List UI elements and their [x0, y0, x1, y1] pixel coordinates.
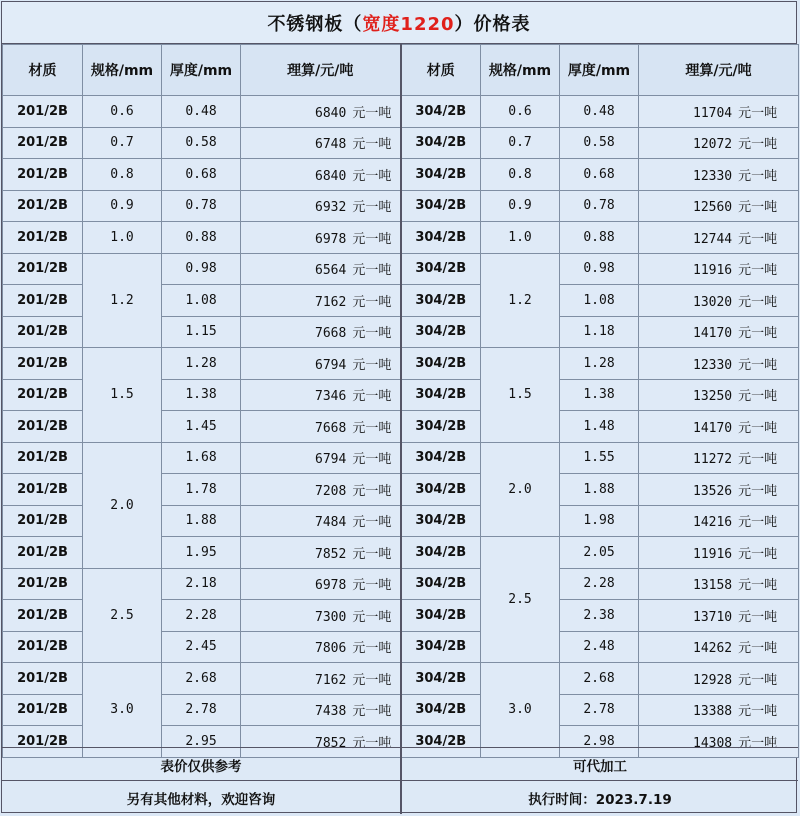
right-material-cell: 304/2B	[401, 505, 481, 537]
price-value: 13388	[693, 704, 733, 720]
left-thickness-cell: 1.15	[162, 316, 241, 348]
left-material-cell: 201/2B	[3, 505, 83, 537]
left-price-cell	[241, 127, 401, 159]
right-price-cell	[639, 96, 799, 128]
left-price-cell	[241, 316, 401, 348]
table-row	[3, 253, 799, 285]
price-unit: 元一吨	[352, 389, 392, 405]
left-material-cell: 201/2B	[3, 127, 83, 159]
price-unit: 元一吨	[738, 263, 778, 279]
price-value: 14170	[693, 420, 733, 436]
right-thickness-cell: 0.88	[560, 222, 639, 254]
left-thickness-cell: 2.78	[162, 694, 241, 726]
header-material-right: 材质	[401, 45, 481, 96]
right-material-cell: 304/2B	[401, 316, 481, 348]
price-value: 6840	[315, 105, 347, 121]
price-unit: 元一吨	[352, 420, 392, 436]
price-unit: 元一吨	[738, 389, 778, 405]
left-material-cell: 201/2B	[3, 663, 83, 695]
right-price-cell	[639, 127, 799, 159]
price-unit: 元一吨	[738, 420, 778, 436]
left-price-cell	[241, 253, 401, 285]
right-thickness-cell: 1.48	[560, 411, 639, 443]
right-spec-cell: 0.8	[481, 159, 560, 191]
left-material-cell: 201/2B	[3, 159, 83, 191]
price-value: 12330	[693, 357, 733, 373]
page-title	[2, 2, 796, 44]
right-spec-cell: 3.0	[481, 663, 560, 758]
right-material-cell: 304/2B	[401, 568, 481, 600]
right-price-cell	[639, 348, 799, 380]
price-value: 11704	[693, 105, 733, 121]
left-thickness-cell: 2.95	[162, 726, 241, 758]
price-unit: 元一吨	[738, 326, 778, 342]
right-thickness-cell: 1.98	[560, 505, 639, 537]
price-unit: 元一吨	[352, 357, 392, 373]
left-thickness-cell: 1.88	[162, 505, 241, 537]
price-value: 7852	[315, 546, 347, 562]
price-value: 6794	[315, 452, 347, 468]
price-value: 14308	[693, 735, 733, 751]
left-material-cell: 201/2B	[3, 537, 83, 569]
right-price-cell	[639, 537, 799, 569]
price-unit: 元一吨	[352, 452, 392, 468]
price-unit: 元一吨	[352, 168, 392, 184]
price-table	[2, 44, 799, 758]
header-thickness-right: 厚度/mm	[560, 45, 639, 96]
right-thickness-cell: 1.28	[560, 348, 639, 380]
price-value: 13020	[693, 294, 733, 310]
left-price-cell	[241, 442, 401, 474]
left-spec-cell: 1.0	[83, 222, 162, 254]
left-thickness-cell: 2.68	[162, 663, 241, 695]
left-price-cell	[241, 285, 401, 317]
right-price-cell	[639, 505, 799, 537]
right-material-cell: 304/2B	[401, 127, 481, 159]
price-unit: 元一吨	[352, 137, 392, 153]
price-value: 7668	[315, 326, 347, 342]
title-suffix: ）价格表	[454, 13, 531, 35]
right-material-cell: 304/2B	[401, 663, 481, 695]
right-material-cell: 304/2B	[401, 442, 481, 474]
table-row	[3, 663, 799, 695]
left-spec-cell: 0.9	[83, 190, 162, 222]
price-value: 7668	[315, 420, 347, 436]
table-row	[3, 222, 799, 254]
right-price-cell	[639, 222, 799, 254]
right-material-cell: 304/2B	[401, 379, 481, 411]
left-price-cell	[241, 537, 401, 569]
price-value: 11916	[693, 263, 733, 279]
right-spec-cell: 1.5	[481, 348, 560, 443]
price-value: 12560	[693, 200, 733, 216]
price-value: 12744	[693, 231, 733, 247]
left-thickness-cell: 1.08	[162, 285, 241, 317]
right-thickness-cell: 0.58	[560, 127, 639, 159]
left-price-cell	[241, 348, 401, 380]
header-thickness: 厚度/mm	[162, 45, 241, 96]
price-unit: 元一吨	[352, 263, 392, 279]
left-material-cell: 201/2B	[3, 190, 83, 222]
price-value: 11272	[693, 452, 733, 468]
price-value: 13710	[693, 609, 733, 625]
price-unit: 元一吨	[738, 294, 778, 310]
price-unit: 元一吨	[738, 200, 778, 216]
left-spec-cell: 1.5	[83, 348, 162, 443]
left-price-cell	[241, 222, 401, 254]
left-price-cell	[241, 474, 401, 506]
header-row	[3, 45, 799, 96]
price-unit: 元一吨	[352, 483, 392, 499]
right-thickness-cell: 2.78	[560, 694, 639, 726]
price-unit: 元一吨	[738, 735, 778, 751]
price-value: 7162	[315, 294, 347, 310]
right-thickness-cell: 0.48	[560, 96, 639, 128]
left-material-cell: 201/2B	[3, 442, 83, 474]
right-spec-cell: 0.7	[481, 127, 560, 159]
right-material-cell: 304/2B	[401, 537, 481, 569]
price-value: 7806	[315, 641, 347, 657]
price-value: 12330	[693, 168, 733, 184]
left-thickness-cell: 0.58	[162, 127, 241, 159]
right-spec-cell: 0.6	[481, 96, 560, 128]
price-unit: 元一吨	[352, 105, 392, 121]
right-material-cell: 304/2B	[401, 694, 481, 726]
left-thickness-cell: 0.78	[162, 190, 241, 222]
right-thickness-cell: 2.48	[560, 631, 639, 663]
price-unit: 元一吨	[738, 168, 778, 184]
right-material-cell: 304/2B	[401, 726, 481, 758]
price-unit: 元一吨	[738, 231, 778, 247]
right-price-cell	[639, 442, 799, 474]
left-price-cell	[241, 505, 401, 537]
right-price-cell	[639, 631, 799, 663]
right-material-cell: 304/2B	[401, 190, 481, 222]
left-material-cell: 201/2B	[3, 316, 83, 348]
left-thickness-cell: 2.45	[162, 631, 241, 663]
left-material-cell: 201/2B	[3, 600, 83, 632]
footer-row-2	[2, 780, 798, 814]
left-material-cell: 201/2B	[3, 379, 83, 411]
right-thickness-cell: 2.05	[560, 537, 639, 569]
right-price-cell	[639, 379, 799, 411]
table-row	[3, 348, 799, 380]
left-thickness-cell: 1.28	[162, 348, 241, 380]
title-prefix: 不锈钢板（	[267, 13, 363, 35]
price-value: 7162	[315, 672, 347, 688]
right-thickness-cell: 0.68	[560, 159, 639, 191]
price-value: 14262	[693, 641, 733, 657]
right-price-cell	[639, 663, 799, 695]
right-spec-cell: 0.9	[481, 190, 560, 222]
footer-row-1	[2, 747, 798, 781]
price-value: 7300	[315, 609, 347, 625]
price-unit: 元一吨	[738, 546, 778, 562]
price-unit: 元一吨	[352, 515, 392, 531]
price-value: 11916	[693, 546, 733, 562]
right-material-cell: 304/2B	[401, 253, 481, 285]
price-value: 6794	[315, 357, 347, 373]
price-value: 6564	[315, 263, 347, 279]
table-row	[3, 442, 799, 474]
price-value: 13526	[693, 483, 733, 499]
left-thickness-cell: 0.88	[162, 222, 241, 254]
right-price-cell	[639, 474, 799, 506]
header-material: 材质	[3, 45, 83, 96]
left-material-cell: 201/2B	[3, 222, 83, 254]
price-value: 13250	[693, 389, 733, 405]
price-unit: 元一吨	[352, 546, 392, 562]
price-unit: 元一吨	[352, 609, 392, 625]
right-material-cell: 304/2B	[401, 631, 481, 663]
left-price-cell	[241, 190, 401, 222]
price-unit: 元一吨	[738, 105, 778, 121]
price-value: 13158	[693, 578, 733, 594]
price-value: 6978	[315, 231, 347, 247]
left-price-cell	[241, 411, 401, 443]
price-value: 14216	[693, 515, 733, 531]
price-unit: 元一吨	[352, 294, 392, 310]
right-thickness-cell: 0.78	[560, 190, 639, 222]
right-price-cell	[639, 316, 799, 348]
price-value: 6932	[315, 200, 347, 216]
price-value: 6840	[315, 168, 347, 184]
footer-note: 表价仅供参考	[160, 758, 242, 775]
left-material-cell: 201/2B	[3, 285, 83, 317]
table-row	[3, 159, 799, 191]
left-material-cell: 201/2B	[3, 474, 83, 506]
left-material-cell: 201/2B	[3, 568, 83, 600]
right-spec-cell: 1.0	[481, 222, 560, 254]
price-unit: 元一吨	[738, 137, 778, 153]
price-unit: 元一吨	[738, 452, 778, 468]
price-unit: 元一吨	[738, 357, 778, 373]
table-row	[3, 190, 799, 222]
right-spec-cell: 2.5	[481, 537, 560, 663]
price-value: 6748	[315, 137, 347, 153]
left-material-cell: 201/2B	[3, 96, 83, 128]
left-price-cell	[241, 663, 401, 695]
price-unit: 元一吨	[352, 200, 392, 216]
right-price-cell	[639, 159, 799, 191]
right-price-cell	[639, 411, 799, 443]
left-thickness-cell: 0.98	[162, 253, 241, 285]
right-thickness-cell: 2.68	[560, 663, 639, 695]
right-thickness-cell: 1.88	[560, 474, 639, 506]
left-thickness-cell: 1.95	[162, 537, 241, 569]
right-thickness-cell: 2.38	[560, 600, 639, 632]
price-value: 14170	[693, 326, 733, 342]
price-unit: 元一吨	[352, 735, 392, 751]
right-material-cell: 304/2B	[401, 159, 481, 191]
left-spec-cell: 0.6	[83, 96, 162, 128]
left-spec-cell: 2.5	[83, 568, 162, 663]
price-unit: 元一吨	[738, 483, 778, 499]
left-material-cell: 201/2B	[3, 726, 83, 758]
left-price-cell	[241, 631, 401, 663]
price-value: 7438	[315, 704, 347, 720]
left-spec-cell: 2.0	[83, 442, 162, 568]
left-material-cell: 201/2B	[3, 631, 83, 663]
price-unit: 元一吨	[352, 231, 392, 247]
price-unit: 元一吨	[738, 704, 778, 720]
right-material-cell: 304/2B	[401, 96, 481, 128]
price-unit: 元一吨	[352, 672, 392, 688]
left-material-cell: 201/2B	[3, 694, 83, 726]
left-thickness-cell: 1.38	[162, 379, 241, 411]
price-value: 12072	[693, 137, 733, 153]
table-row	[3, 127, 799, 159]
right-thickness-cell: 1.38	[560, 379, 639, 411]
right-thickness-cell: 0.98	[560, 253, 639, 285]
left-spec-cell: 0.7	[83, 127, 162, 159]
right-price-cell	[639, 694, 799, 726]
left-material-cell: 201/2B	[3, 348, 83, 380]
price-unit: 元一吨	[738, 609, 778, 625]
left-thickness-cell: 0.48	[162, 96, 241, 128]
price-value: 7346	[315, 389, 347, 405]
right-material-cell: 304/2B	[401, 285, 481, 317]
right-thickness-cell: 1.18	[560, 316, 639, 348]
left-thickness-cell: 1.68	[162, 442, 241, 474]
right-material-cell: 304/2B	[401, 222, 481, 254]
price-unit: 元一吨	[352, 704, 392, 720]
title-highlight: 宽度1220	[362, 13, 455, 35]
header-price-right: 理算/元/吨	[639, 45, 799, 96]
right-material-cell: 304/2B	[401, 348, 481, 380]
left-price-cell	[241, 96, 401, 128]
footer-contact: 另有其他材料，欢迎咨询	[126, 791, 276, 808]
header-price: 理算/元/吨	[241, 45, 401, 96]
right-material-cell: 304/2B	[401, 474, 481, 506]
right-thickness-cell: 2.28	[560, 568, 639, 600]
right-thickness-cell: 1.55	[560, 442, 639, 474]
left-price-cell	[241, 694, 401, 726]
left-price-cell	[241, 159, 401, 191]
left-spec-cell: 3.0	[83, 663, 162, 758]
right-thickness-cell: 2.98	[560, 726, 639, 758]
left-spec-cell: 1.2	[83, 253, 162, 348]
left-thickness-cell: 1.45	[162, 411, 241, 443]
price-unit: 元一吨	[352, 641, 392, 657]
right-price-cell	[639, 600, 799, 632]
right-spec-cell: 2.0	[481, 442, 560, 537]
footer-date: 执行时间：2023.7.19	[400, 781, 798, 814]
right-thickness-cell: 1.08	[560, 285, 639, 317]
price-unit: 元一吨	[738, 578, 778, 594]
price-unit: 元一吨	[738, 641, 778, 657]
price-sheet	[1, 1, 797, 813]
right-price-cell	[639, 285, 799, 317]
header-spec: 规格/mm	[83, 45, 162, 96]
price-value: 7852	[315, 735, 347, 751]
table-row	[3, 96, 799, 128]
right-spec-cell: 1.2	[481, 253, 560, 348]
right-price-cell	[639, 253, 799, 285]
price-value: 7484	[315, 515, 347, 531]
footer-processing: 可代加工	[400, 748, 798, 781]
left-thickness-cell: 0.68	[162, 159, 241, 191]
left-spec-cell: 0.8	[83, 159, 162, 191]
left-thickness-cell: 2.28	[162, 600, 241, 632]
left-price-cell	[241, 600, 401, 632]
price-unit: 元一吨	[738, 515, 778, 531]
left-thickness-cell: 1.78	[162, 474, 241, 506]
price-unit: 元一吨	[352, 578, 392, 594]
left-price-cell	[241, 568, 401, 600]
right-material-cell: 304/2B	[401, 600, 481, 632]
left-price-cell	[241, 379, 401, 411]
left-thickness-cell: 2.18	[162, 568, 241, 600]
left-material-cell: 201/2B	[3, 253, 83, 285]
header-spec-right: 规格/mm	[481, 45, 560, 96]
price-unit: 元一吨	[352, 326, 392, 342]
price-value: 6978	[315, 578, 347, 594]
right-price-cell	[639, 568, 799, 600]
price-value: 7208	[315, 483, 347, 499]
right-material-cell: 304/2B	[401, 411, 481, 443]
left-material-cell: 201/2B	[3, 411, 83, 443]
right-price-cell	[639, 190, 799, 222]
price-unit: 元一吨	[738, 672, 778, 688]
price-value: 12928	[693, 672, 733, 688]
table-row	[3, 568, 799, 600]
